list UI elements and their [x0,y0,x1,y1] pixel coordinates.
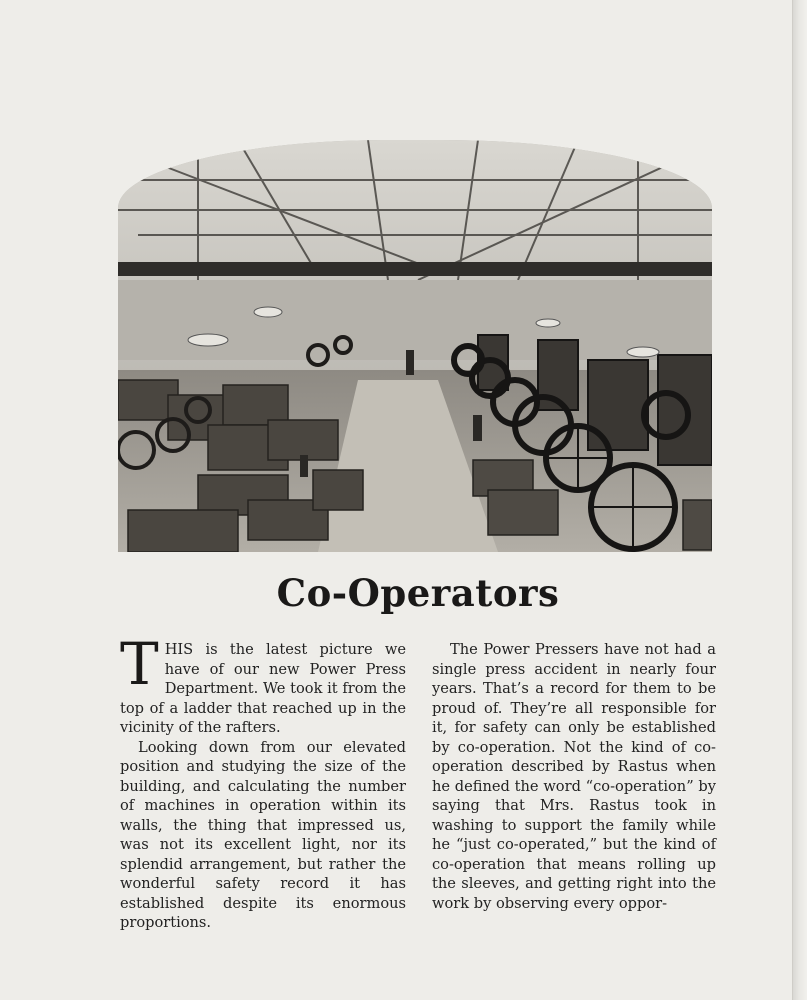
factory-photo-drawing [118,140,712,552]
left-paragraph-1-text: HIS is the latest picture we have of our new Power Press Department. We took it from the top of a ladder that reached up in the vicinity of the rafters. [120,641,406,736]
article-title: Co-Operators [276,571,560,615]
factory-photograph [118,140,712,552]
drop-cap: T [120,630,159,698]
right-paragraph-1: The Power Pressers have not had a single press accident in nearly four years. That’s a record for them to be proud of. They’re all responsible for it, for safety can only be established by co-operation. Not the kind of co-operation described by Rastus when he defined the word “co-operation” by saying that Mrs. Rastus took in washing to support the family while he “just co-operated,” but the kind of co-operation that means rolling up the sleeves, and getting right into the work by observing every oppor- [432,641,716,912]
right-column [432,640,716,913]
left-column [120,630,406,933]
left-paragraph-1 [120,630,406,738]
page-edge [792,0,807,1000]
left-paragraph-2: Looking down from our elevated position and studying the size of the building, and calculating the number of machines in operation within its walls, the thing that impressed us, was not its excellent light, nor its splendid arrangement, but rather the wonderful safety record it has established despite its enormous proportions. [120,738,406,931]
